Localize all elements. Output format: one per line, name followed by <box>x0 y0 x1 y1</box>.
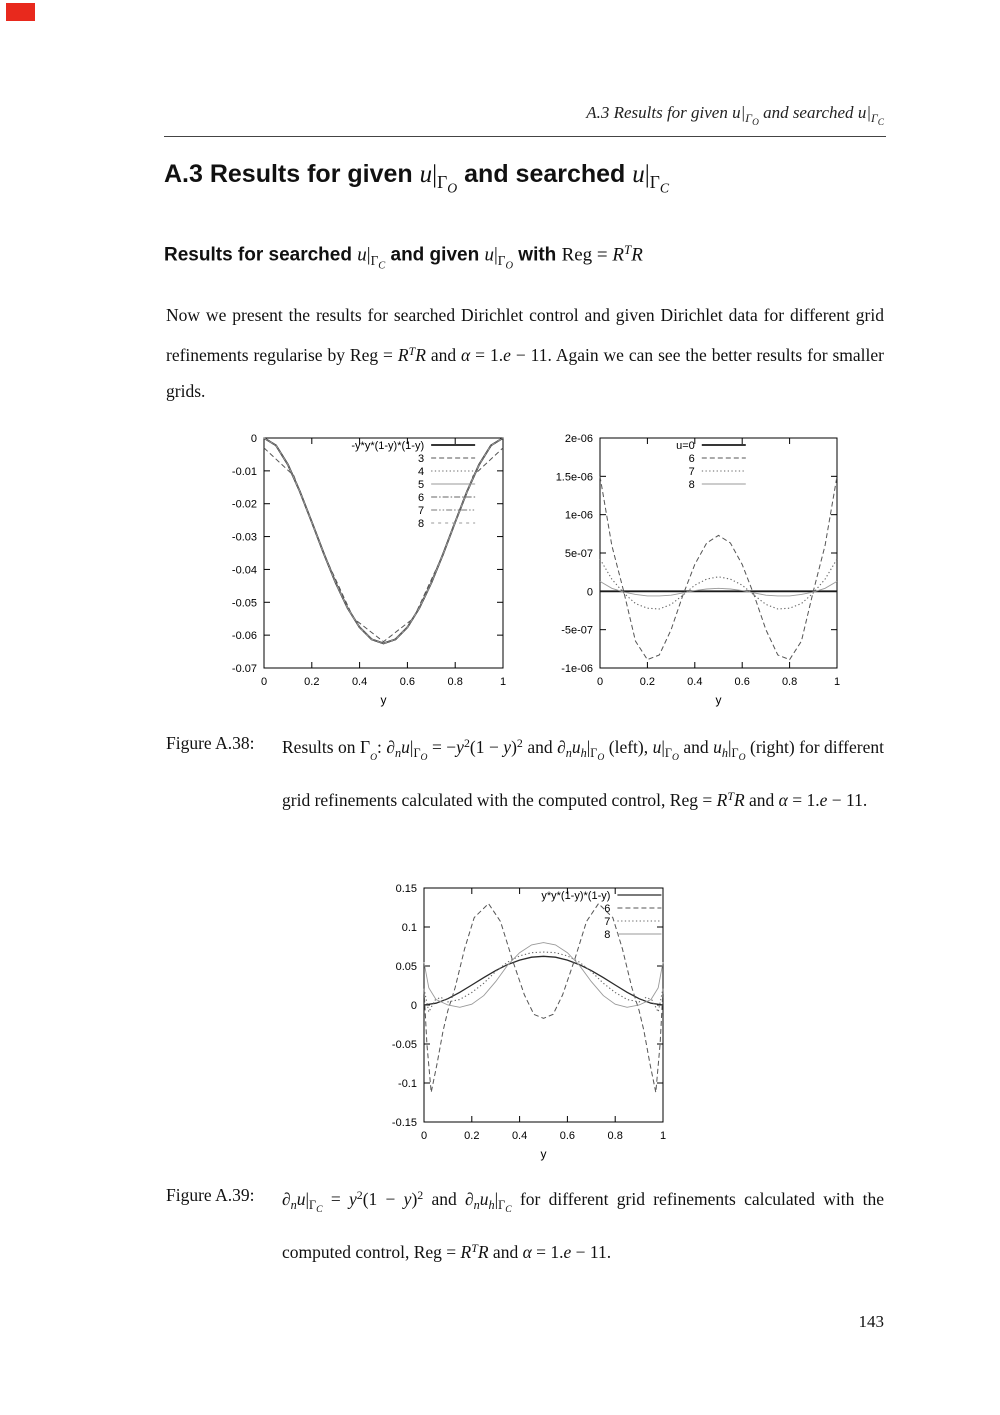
text-segment: Γ <box>437 172 448 193</box>
text-segment: O <box>671 752 679 764</box>
svg-text:0.2: 0.2 <box>464 1130 480 1142</box>
text-segment: R <box>415 344 426 365</box>
text-segment: | <box>586 736 591 757</box>
text-segment: Γ <box>498 1198 506 1213</box>
text-segment: u <box>652 736 662 757</box>
text-segment: u <box>713 736 722 757</box>
text-segment: y <box>456 736 464 757</box>
text-segment: = 1. <box>531 1242 564 1263</box>
svg-text:-0.02: -0.02 <box>231 498 257 511</box>
svg-text:2e-06: 2e-06 <box>564 433 593 445</box>
text-segment: u <box>732 103 741 122</box>
text-segment: ) <box>511 736 517 757</box>
text-segment: and <box>425 344 462 365</box>
svg-text:0.4: 0.4 <box>687 676 703 688</box>
text-segment: T <box>624 242 632 257</box>
text-segment: | <box>661 736 665 757</box>
svg-text:y*y*(1-y)*(1-y): y*y*(1-y)*(1-y) <box>541 890 611 902</box>
svg-text:y: y <box>380 693 387 707</box>
text-segment: and <box>744 790 779 811</box>
text-segment: and <box>488 1242 523 1263</box>
svg-text:-0.05: -0.05 <box>231 597 257 610</box>
text-segment: and <box>423 1188 465 1209</box>
text-segment: : <box>377 736 387 757</box>
text-segment: = − <box>427 736 457 757</box>
text-segment: n <box>290 1198 297 1213</box>
svg-text:7: 7 <box>688 466 695 478</box>
text-segment: u <box>401 736 410 757</box>
svg-text:8: 8 <box>604 929 611 941</box>
svg-text:0.15: 0.15 <box>395 883 417 895</box>
text-segment: O <box>505 260 514 272</box>
text-segment: n <box>395 746 402 761</box>
text-segment: = 1. <box>470 344 504 365</box>
text-segment: u <box>632 161 645 188</box>
svg-text:1: 1 <box>499 676 507 688</box>
text-segment: Γ <box>745 111 753 126</box>
text-segment: e <box>563 1242 572 1263</box>
svg-text:-y*y*(1-y)*(1-y): -y*y*(1-y)*(1-y) <box>351 440 425 452</box>
svg-text:4: 4 <box>418 466 425 478</box>
text-segment: 2 <box>417 1188 424 1202</box>
text-segment: T <box>727 789 734 804</box>
text-segment: Reg = <box>561 244 613 266</box>
text-segment: C <box>659 180 670 196</box>
text-segment: R <box>477 1242 489 1263</box>
svg-text:8: 8 <box>418 518 425 530</box>
text-segment: h <box>488 1198 495 1213</box>
figure-a38-caption-text <box>282 724 884 819</box>
text-segment: O <box>738 752 746 764</box>
text-segment: | <box>493 244 498 266</box>
svg-text:0.1: 0.1 <box>401 922 417 934</box>
text-segment: Γ <box>413 746 421 761</box>
svg-text:-0.05: -0.05 <box>391 1039 417 1051</box>
text-segment: O <box>752 118 759 128</box>
text-segment: Γ <box>309 1198 317 1213</box>
text-segment: u <box>857 103 867 122</box>
svg-text:7: 7 <box>418 505 425 517</box>
svg-text:0: 0 <box>410 1000 417 1012</box>
text-segment: T <box>471 1241 478 1256</box>
svg-text:-0.03: -0.03 <box>231 531 257 544</box>
text-segment: 2 <box>516 736 523 750</box>
text-segment: u <box>357 244 367 266</box>
text-segment: u <box>296 1188 306 1209</box>
figure-a38-caption-label: Figure A.38: <box>166 733 255 753</box>
text-segment: e <box>819 790 828 811</box>
text-segment: | <box>866 103 871 122</box>
figure-a38-caption <box>166 724 884 819</box>
red-corner-marker <box>6 3 35 21</box>
text-segment: y <box>348 1188 357 1209</box>
text-segment: A.3 Results for given <box>164 160 420 188</box>
svg-text:0: 0 <box>420 1130 428 1142</box>
text-segment: Γ <box>871 111 878 126</box>
text-segment: O <box>597 752 605 764</box>
text-segment: ∂ <box>557 736 566 757</box>
text-segment: and searched <box>758 103 858 122</box>
svg-text:-0.06: -0.06 <box>231 630 257 643</box>
text-segment: Results on <box>282 736 360 757</box>
text-segment: | <box>727 736 732 757</box>
svg-text:8: 8 <box>688 479 695 491</box>
section-heading <box>164 160 924 196</box>
text-segment: = <box>322 1188 349 1209</box>
text-segment: α <box>778 790 788 811</box>
svg-text:-0.15: -0.15 <box>391 1117 417 1129</box>
text-segment: u <box>571 736 581 757</box>
figure-a38-left-plot <box>210 428 512 719</box>
text-segment: ∂ <box>465 1188 474 1209</box>
svg-text:1: 1 <box>659 1130 667 1142</box>
text-segment: and given <box>385 244 485 266</box>
svg-text:5: 5 <box>418 479 425 491</box>
figure-a39-caption-label: Figure A.39: <box>166 1185 255 1205</box>
text-segment: Results for searched <box>164 244 358 266</box>
text-segment: Γ <box>649 172 660 193</box>
svg-text:-0.01: -0.01 <box>231 465 257 478</box>
svg-text:0: 0 <box>260 676 268 688</box>
text-segment: Γ <box>359 736 371 757</box>
text-segment: h <box>721 746 728 761</box>
text-segment: | <box>366 244 371 266</box>
text-segment: n <box>565 746 572 761</box>
figure-a38-right-plot <box>544 428 846 719</box>
text-segment: 2 <box>356 1188 363 1202</box>
text-segment: R <box>397 344 409 365</box>
text-segment: and searched <box>457 160 633 188</box>
svg-text:1e-06: 1e-06 <box>564 509 593 522</box>
svg-text:1.5e-06: 1.5e-06 <box>555 471 593 484</box>
text-segment: − 11. <box>571 1242 612 1263</box>
svg-text:0.05: 0.05 <box>395 961 417 973</box>
svg-text:0.4: 0.4 <box>351 676 368 688</box>
text-segment: R <box>631 244 643 266</box>
svg-text:6: 6 <box>418 492 425 504</box>
text-segment: T <box>408 344 416 358</box>
text-segment: u <box>419 161 433 188</box>
text-segment: u <box>479 1188 489 1209</box>
svg-text:0.2: 0.2 <box>304 676 320 688</box>
text-segment: | <box>644 161 650 188</box>
text-segment: | <box>305 1188 310 1209</box>
text-segment: y <box>403 1188 412 1209</box>
text-segment: O <box>447 180 458 196</box>
text-segment: Γ <box>370 253 379 269</box>
text-segment: (1 − <box>469 736 504 757</box>
svg-text:5e-07: 5e-07 <box>564 548 593 560</box>
text-segment: = 1. <box>787 790 820 811</box>
header-rule <box>164 136 886 137</box>
text-segment: − 11. <box>827 790 868 811</box>
svg-text:-0.04: -0.04 <box>231 564 257 577</box>
svg-text:0.4: 0.4 <box>511 1130 528 1142</box>
text-segment: O <box>420 752 428 764</box>
figure-a39-caption-text <box>282 1176 884 1271</box>
svg-text:0.8: 0.8 <box>781 676 798 688</box>
text-segment: A.3 Results for given <box>586 103 733 122</box>
text-segment: R <box>612 244 625 266</box>
text-segment: and <box>522 736 558 757</box>
svg-text:0.6: 0.6 <box>734 676 750 688</box>
text-segment: y <box>503 736 512 757</box>
text-segment: α <box>461 344 471 365</box>
figure-a38-right-plot-svg <box>544 428 846 714</box>
subsection-heading <box>164 242 924 271</box>
text-segment: Now we present the results for searched Dirichlet control and given Dirichlet data for different grid refinements regularise by Reg = <box>166 305 884 365</box>
text-segment: | <box>494 1188 499 1209</box>
figure-a39-plot-svg <box>370 876 672 1168</box>
svg-text:6: 6 <box>604 903 611 915</box>
text-segment: (left), <box>604 736 653 757</box>
svg-text:0: 0 <box>586 586 593 599</box>
svg-text:0: 0 <box>250 433 257 445</box>
text-segment: Γ <box>731 746 739 761</box>
text-segment: (1 − <box>362 1188 404 1209</box>
svg-text:0: 0 <box>596 676 604 688</box>
text-segment: R <box>733 790 745 811</box>
svg-text:1: 1 <box>833 676 841 688</box>
svg-text:-5e-07: -5e-07 <box>561 624 593 637</box>
svg-text:-0.1: -0.1 <box>398 1078 417 1090</box>
svg-text:0.6: 0.6 <box>399 676 416 688</box>
text-segment: ∂ <box>386 736 396 757</box>
text-segment: ) <box>411 1188 418 1209</box>
text-segment: for different grid refinements calculated with the computed control, Reg = <box>282 1188 885 1263</box>
text-segment: Γ <box>664 746 672 761</box>
svg-text:-0.07: -0.07 <box>231 663 257 675</box>
text-segment: | <box>740 103 746 122</box>
svg-text:6: 6 <box>688 453 695 465</box>
text-segment: R <box>460 1242 472 1263</box>
svg-text:3: 3 <box>418 453 425 465</box>
svg-text:y: y <box>715 693 722 707</box>
svg-text:7: 7 <box>604 916 611 928</box>
text-segment: with <box>513 244 562 266</box>
page-number: 143 <box>858 1312 884 1331</box>
body-paragraph <box>166 297 884 409</box>
text-segment: Γ <box>590 746 598 761</box>
text-segment: | <box>432 161 438 188</box>
text-segment: R <box>716 790 728 811</box>
svg-text:0.2: 0.2 <box>639 676 656 688</box>
figure-a38-left-plot-svg <box>210 428 512 714</box>
text-segment: C <box>877 118 884 128</box>
text-segment: O <box>370 752 378 764</box>
text-segment: h <box>580 746 587 761</box>
figure-a39-caption <box>166 1176 884 1271</box>
svg-text:y: y <box>540 1147 547 1161</box>
svg-text:u=0: u=0 <box>676 440 695 452</box>
running-header <box>166 103 884 128</box>
text-segment: | <box>409 736 414 757</box>
text-segment: α <box>522 1242 532 1263</box>
text-segment: − 11. Again we can see the better results for smaller grids. <box>166 344 884 401</box>
svg-text:0.8: 0.8 <box>447 676 463 688</box>
text-segment: (right) for different grid refinements calculated with the computed control, Reg = <box>282 736 884 811</box>
text-segment: C <box>505 1204 512 1216</box>
text-segment: C <box>316 1204 323 1216</box>
text-segment: 2 <box>463 736 470 750</box>
text-segment: and <box>678 736 714 757</box>
figure-a39-plot <box>370 876 672 1173</box>
svg-text:0.8: 0.8 <box>607 1130 623 1142</box>
text-segment: C <box>378 260 386 272</box>
text-segment: e <box>503 344 511 365</box>
text-segment: n <box>473 1198 480 1213</box>
svg-text:-1e-06: -1e-06 <box>561 663 593 675</box>
text-segment: ∂ <box>282 1188 291 1209</box>
svg-text:0.6: 0.6 <box>559 1130 576 1142</box>
text-segment: u <box>484 244 494 266</box>
text-segment: Γ <box>497 253 506 269</box>
